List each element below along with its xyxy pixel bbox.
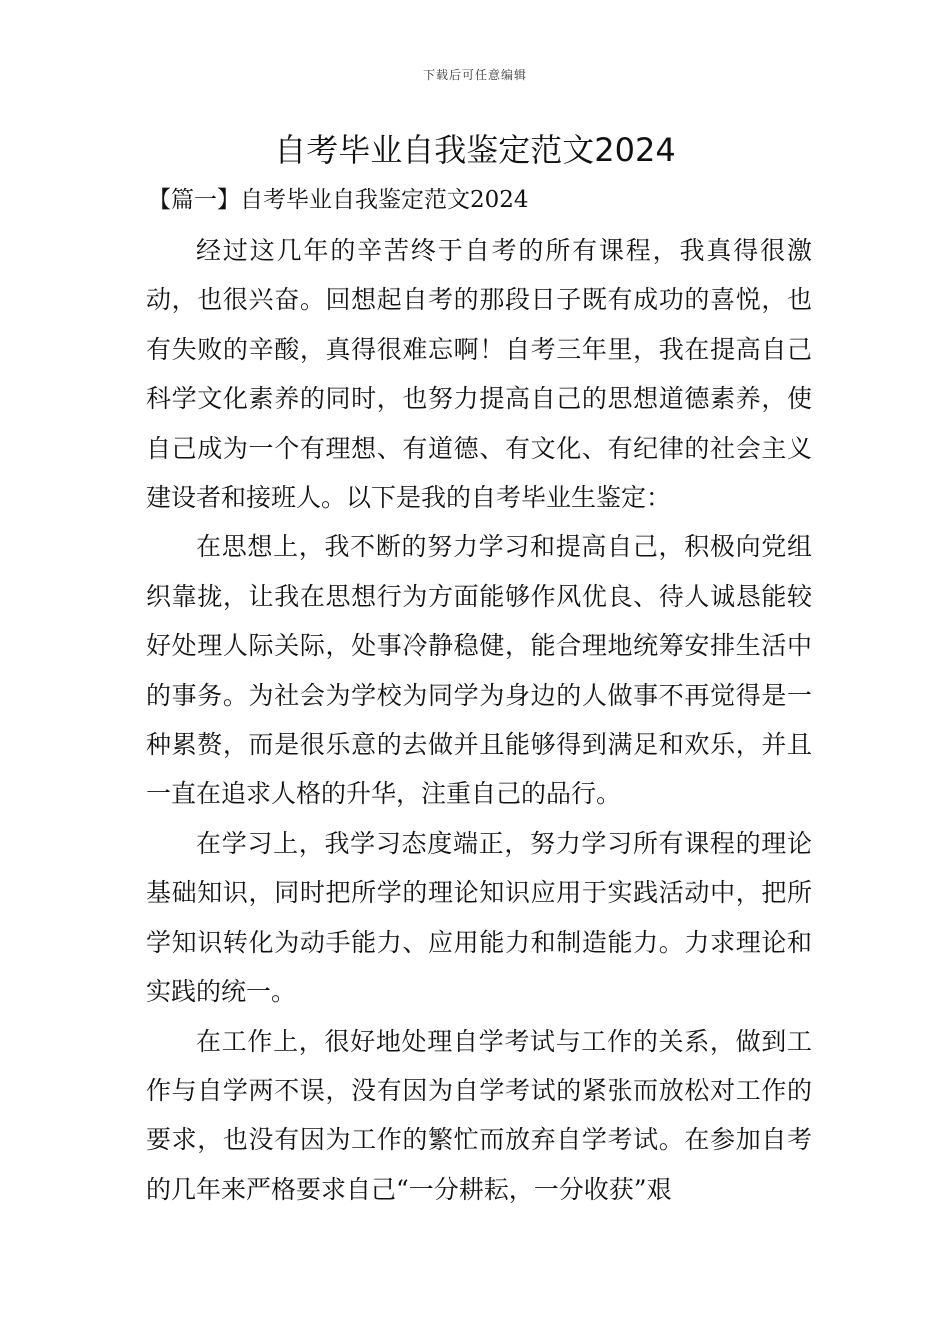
paragraph-ideology: 在思想上，我不断的努力学习和提高自己，积极向党组织靠拢，让我在思想行为方面能够作风优良、待人诚恳能较好处理人际关际，处事冷静稳健，能合理地统筹安排生活中的事务。为社会为学校为同学为身边的人做事不再觉得是一种累赘，而是很乐意的去做并且能够得到满足和欢乐，并且一直在追求人格的升华，注重自己的品行。 [146,532,812,809]
header-note: 下载后可任意编辑 [422,68,527,82]
paragraph-intro: 经过这几年的辛苦终于自考的所有课程，我真得很激动，也很兴奋。回想起自考的那段日子既有成功的喜悦，也有失败的辛酸，真得很难忘啊！自考三年里，我在提高自己科学文化素养的同时，也努力提高自己的思想道德素养，使自己成为一个有理想、有道德、有文化、有纪律的社会主义建设者和接班人。以下是我的自考毕业生鉴定： [146,236,812,513]
document-body [146,226,812,1214]
paragraph-work: 在工作上，很好地处理自学考试与工作的关系，做到工作与自学两不误，没有因为自学考试的紧张而放松对工作的要求，也没有因为工作的繁忙而放弃自学考试。在参加自考的几年来严格要求自己“一分耕耘，一分收获”艰 [146,1026,812,1204]
section-heading: 【篇一】自考毕业自我鉴定范文2024 [148,187,529,213]
document-title: 自考毕业自我鉴定范文2024 [274,131,676,169]
paragraph-study: 在学习上，我学习态度端正，努力学习所有课程的理论基础知识，同时把所学的理论知识应用于实践活动中，把所学知识转化为动手能力、应用能力和制造能力。力求理论和实践的统一。 [146,828,812,1007]
